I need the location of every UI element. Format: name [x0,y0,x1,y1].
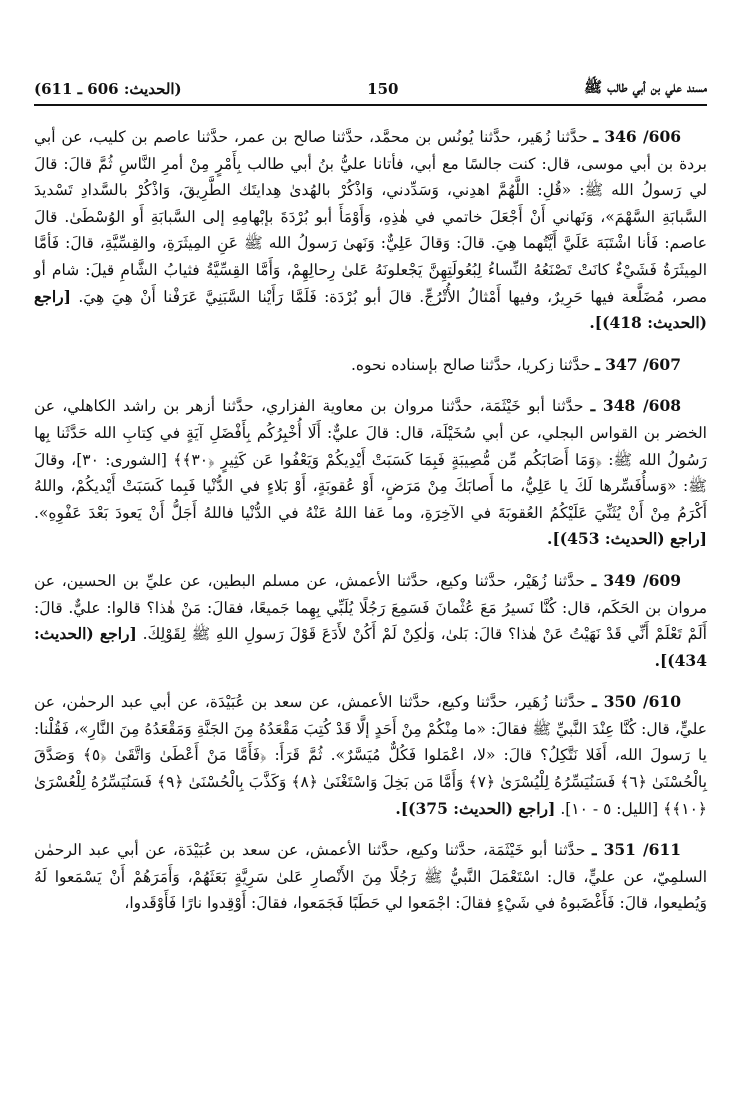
hadith-reference: [راجع (الحديث: 418)]. [34,286,707,333]
hadith-text: حدَّثنا زُهَير، حدَّثنا وكيع، حدَّثنا الأعمش، عن سعد بن عُبَيْدَة، عن أبي عبد الرحمٰن، عن عليٍّ، قال: كُنَّا عِنْدَ النَّبيِّ ﷺ فقالَ: «ما مِنْكُمْ مِنْ أَحَدٍ إلَّا قَدْ كُتِبَ مَقْعَدُهُ مِنَ الجَنَّةِ وَمَقْعَدُهُ مِنَ النَّارِ»، فَقُلْنا: يا رَسولَ الله، أَفَلا نَتَّكِلُ؟ قالَ: «لا، اعْمَلوا فَكُلٌّ مُيَسَّرٌ». ثُمَّ قَرَأَ: ﴿فَأَمَّا مَنْ أَعْطَىٰ وَاتَّقَىٰ ﴿٥﴾ وَصَدَّقَ بِالْحُسْنَىٰ ﴿٦﴾ فَسَنُيَسِّرُهُ لِلْيُسْرَىٰ ﴿٧﴾ وَأَمَّا مَن بَخِلَ وَاسْتَغْنَىٰ ﴿٨﴾ وَكَذَّبَ بِالْحُسْنَىٰ ﴿٩﴾ فَسَنُيَسِّرُهُ لِلْعُسْرَىٰ ﴿١٠﴾﴾ [الليل: ٥ - ١٠]. [34,693,708,818]
hadith-611 [34,837,707,917]
page-number: 150 [367,80,399,98]
hadith-number: 606/ 346 ـ [593,127,682,146]
hadith-number: 607/ 347 ـ [595,354,681,374]
hadith-610 [34,689,707,822]
hadith-609 [34,568,707,674]
hadith-number: 610/ 350 ـ [592,692,681,712]
hadith-606 [34,124,707,337]
hadith-range: (الحديث: 606 ـ 611) [34,80,182,98]
hadith-number: 608/ 348 ـ [590,396,682,416]
hadith-608 [34,393,707,553]
page-body [34,124,707,932]
header-rule [34,104,707,106]
hadith-text: حدَّثنا زُهَير، حدَّثنا يُونُس بن محمَّد، حدَّثنا صالح بن عمر، حدَّثنا عاصم بن كليب، عن أبي بردة بن أبي موسى، قال: كنت جالسًا مع أبي، فأتانا عليُّ بنُ أبي طالب بِأَمْرٍ مِنْ أمرِ النَّاسِ ثُمَّ قالَ: قالَ لي رَسولُ الله ﷺ: «قُلِ: اللَّهُمَّ اهدِني، وَسَدِّدني، وَاذْكُرْ بالهُدىٰ هِدايتَك الطَّرِيقَ، وَاذْكُرْ بالسَّدادِ تَسْديدَ السَّبابَةِ السَّهْمَ»، وَنَهاني أَنْ أَجْعَلَ خاتمي في هٰذِهِ، وَأَوْمَأَ أبو بُرْدَةَ بإبْهامِهِ إلى السَّبابَةِ أَو الوُسْطَىٰ. قالَ عاصم: فَأنا اشْتَبَهَ عَلَيَّ أَيَّتُهما هِيَ. قالَ: وَقالَ عَلِيٌّ: وَنَهىٰ رَسولُ الله ﷺ عَنِ المِيثَرَةِ، والقِسِّيَّةِ، قالَ: فَأمَّا المِيثَرَةُ فَشَيْءٌ كانَتْ تَصْنَعُهُ النِّساءُ لِبُعُولَتِهِنَّ يَجْعلونَهُ عَلىٰ رِحالِهِمْ، وَأَمَّا القِسِّيَّةُ فثيابُ الشَّامِ قيلَ: شام أو مصر، مُضَلَّعة فيها حَرِيرٌ، وفيها أَمْثالُ الأُتْرُجِّ. قالَ أبو بُرْدَة: فَلَمَّا رَأَيْنا السَّبَنِيَّ عَرَفْنا أَنْ هِيَ هِيَ. [34,128,707,306]
hadith-text: حدَّثنا أبو خَيْثَمَة، حدَّثنا مروان بن معاوية الفزاري، حدَّثنا أزهر بن راشد الكاهلي، عن الخضر بن القواس البجلي، عن أبي سُخَيْلَة، قال: قالَ عليٌّ: أَلَا أُخْبِرُكُم بِأَفْضَلِ آيَةٍ في كِتابِ الله حَدَّثَنا بِها رَسُولُ الله ﷺ: ﴿وَمَا أَصَابَكُم مِّن مُّصِيبَةٍ فَبِمَا كَسَبَتْ أَيْدِيكُمْ وَيَعْفُوا عَن كَثِيرٍ ﴿٣٠﴾﴾ [الشورى: ٣٠]، وقالَ ﷺ: «وَسأُفَسِّرها لَكَ يا عَلِيُّ، ما أَصابَكَ مِنْ مَرَضٍ، أَوْ عُقوبَةٍ، أَوْ بَلاءٍ في الدُّنْيا فَبِما كَسَبَتْ أَيْديكُمْ، واللهُ أَكْرَمُ مِنْ أَنْ يُثَنِّيَ عَلَيْكُمُ العُقوبَةَ في الآخِرَةِ، وما عَفا اللهُ عَنْهُ في الدُّنْيا فاللهُ أَجَلُّ أَنْ يَعودَ بَعْدَ عَفْوِهِ». [34,397,707,522]
page-header [34,74,707,104]
hadith-reference: [راجع (الحديث: 434)]. [34,624,707,670]
hadith-number: 611/ 351 ـ [591,840,682,860]
hadith-text: حدَّثنا زكريا، حدَّثنا صالح بإسناده نحوه. [350,355,591,374]
hadith-number: 609/ 349 ـ [591,570,681,590]
hadith-text: حدَّثنا أبو خَيْثَمَة، حدَّثنا وكيع، حدَّثنا الأعمش، عن سعد بن عُبَيْدَة، عن أبي عبد الرحمٰن السلمِيّ، عن عليٍّ، قال: اسْتَعْمَلَ النَّبيُّ ﷺ رَجُلًا مِنَ الأَنْصارِ عَلىٰ سَرِيَّةٍ بَعَثَهُمْ، وَأَمَرَهُمْ أَنْ يَسْمَعوا لَهُ وَيُطيعوا، قالَ: فَأَغْضَبوهُ في شَيْءٍ فقالَ: اجْمَعوا لي حَطَبًا فَجَمَعوا، فقالَ: أَوْقِدوا نارًا فَأَوْقَدوا، [34,841,707,913]
hadith-text: حدَّثنا زُهَيْر، حدَّثنا وكيع، حدَّثنا الأعمش، عن مسلم البطين، عن عليِّ بن الحسين، عن مروان بن الحَكَم، قال: كُنَّا نَسيرُ مَعَ عُثْمانَ فَسَمِعَ رَجُلًا يُلَبِّي بِهِما جَميعًا، فقالَ: مَنْ هٰذا؟ قالوا: عليٌّ. قالَ: أَلَمْ تَعْلَمْ أَنِّي قَدْ نَهَيْتُ عَنْ هٰذا؟ قالَ: بَلىٰ، وَلٰكِنْ لَمْ أَكُنْ لأَدَعَ قَوْلَ رَسولِ اللهِ ﷺ لِقَوْلِكَ. [34,571,707,644]
hadith-reference: [راجع (الحديث: 453)]. [547,529,707,549]
hadith-reference: [راجع (الحديث: 375)]. [395,798,556,818]
book-title: مسند علي بن أبي طالب ﷺ [583,78,707,96]
hadith-607 [34,352,707,379]
